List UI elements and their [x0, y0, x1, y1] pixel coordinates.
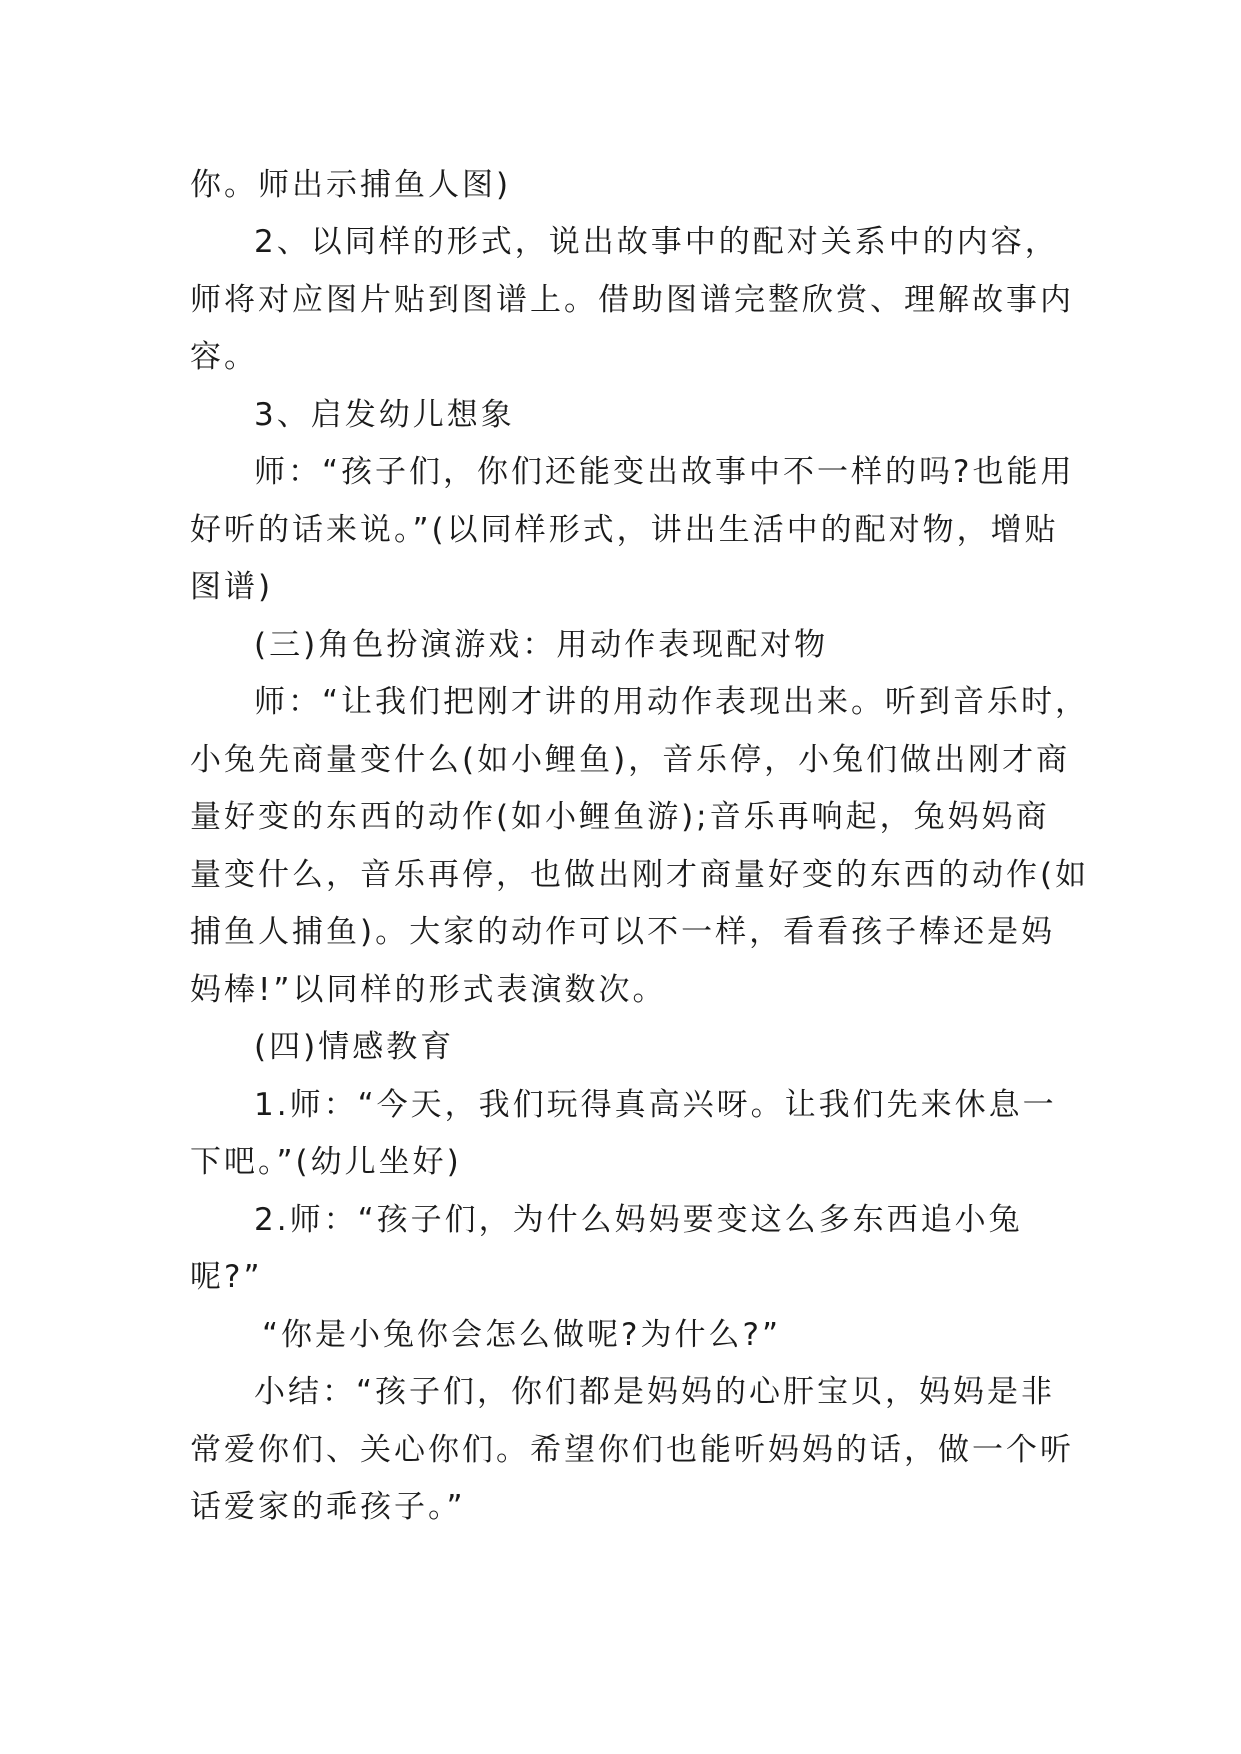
text-line: 小兔先商量变什么(如小鲤鱼)，音乐停，小兔们做出刚才商	[190, 742, 1071, 778]
text-line: (四)情感教育	[254, 1029, 455, 1065]
text-line: 话爱家的乖孩子。”	[190, 1489, 466, 1525]
text-line: 捕鱼人捕鱼)。大家的动作可以不一样，看看孩子棒还是妈	[190, 914, 1056, 950]
text-line: 师将对应图片贴到图谱上。借助图谱完整欣赏、理解故事内	[190, 282, 1074, 318]
text-line: 好听的话来说。”(以同样形式，讲出生活中的配对物，增贴	[190, 512, 1059, 548]
text-line: 1.师：“今天，我们玩得真高兴呀。让我们先来休息一	[254, 1087, 1057, 1123]
text-line: 师：“让我们把刚才讲的用动作表现出来。听到音乐时，	[254, 684, 1090, 720]
text-line: 容。	[190, 339, 258, 375]
text-line: 下吧。”(幼儿坐好)	[190, 1144, 462, 1180]
text-line: 小结：“孩子们，你们都是妈妈的心肝宝贝，妈妈是非	[254, 1374, 1056, 1410]
text-line: “你是小兔你会怎么做呢?为什么?”	[262, 1317, 782, 1353]
text-line: 师：“孩子们，你们还能变出故事中不一样的吗?也能用	[254, 454, 1075, 490]
text-line: 量好变的东西的动作(如小鲤鱼游);音乐再响起，兔妈妈商	[190, 799, 1050, 835]
text-line: 量变什么，音乐再停，也做出刚才商量好变的东西的动作(如	[190, 857, 1090, 893]
text-line: 2、以同样的形式，说出故事中的配对关系中的内容，	[254, 224, 1059, 260]
text-line: 常爱你们、关心你们。希望你们也能听妈妈的话，做一个听	[190, 1432, 1074, 1468]
text-line: 3、启发幼儿想象	[254, 397, 515, 433]
text-line: 图谱)	[190, 569, 274, 605]
text-line: 2.师：“孩子们，为什么妈妈要变这么多东西追小兔	[254, 1202, 1023, 1238]
text-line: 呢?”	[190, 1259, 263, 1295]
text-line: 你。师出示捕鱼人图)	[190, 167, 512, 203]
text-line: 妈棒!”以同样的形式表演数次。	[190, 972, 667, 1008]
text-line: (三)角色扮演游戏：用动作表现配对物	[254, 627, 829, 663]
